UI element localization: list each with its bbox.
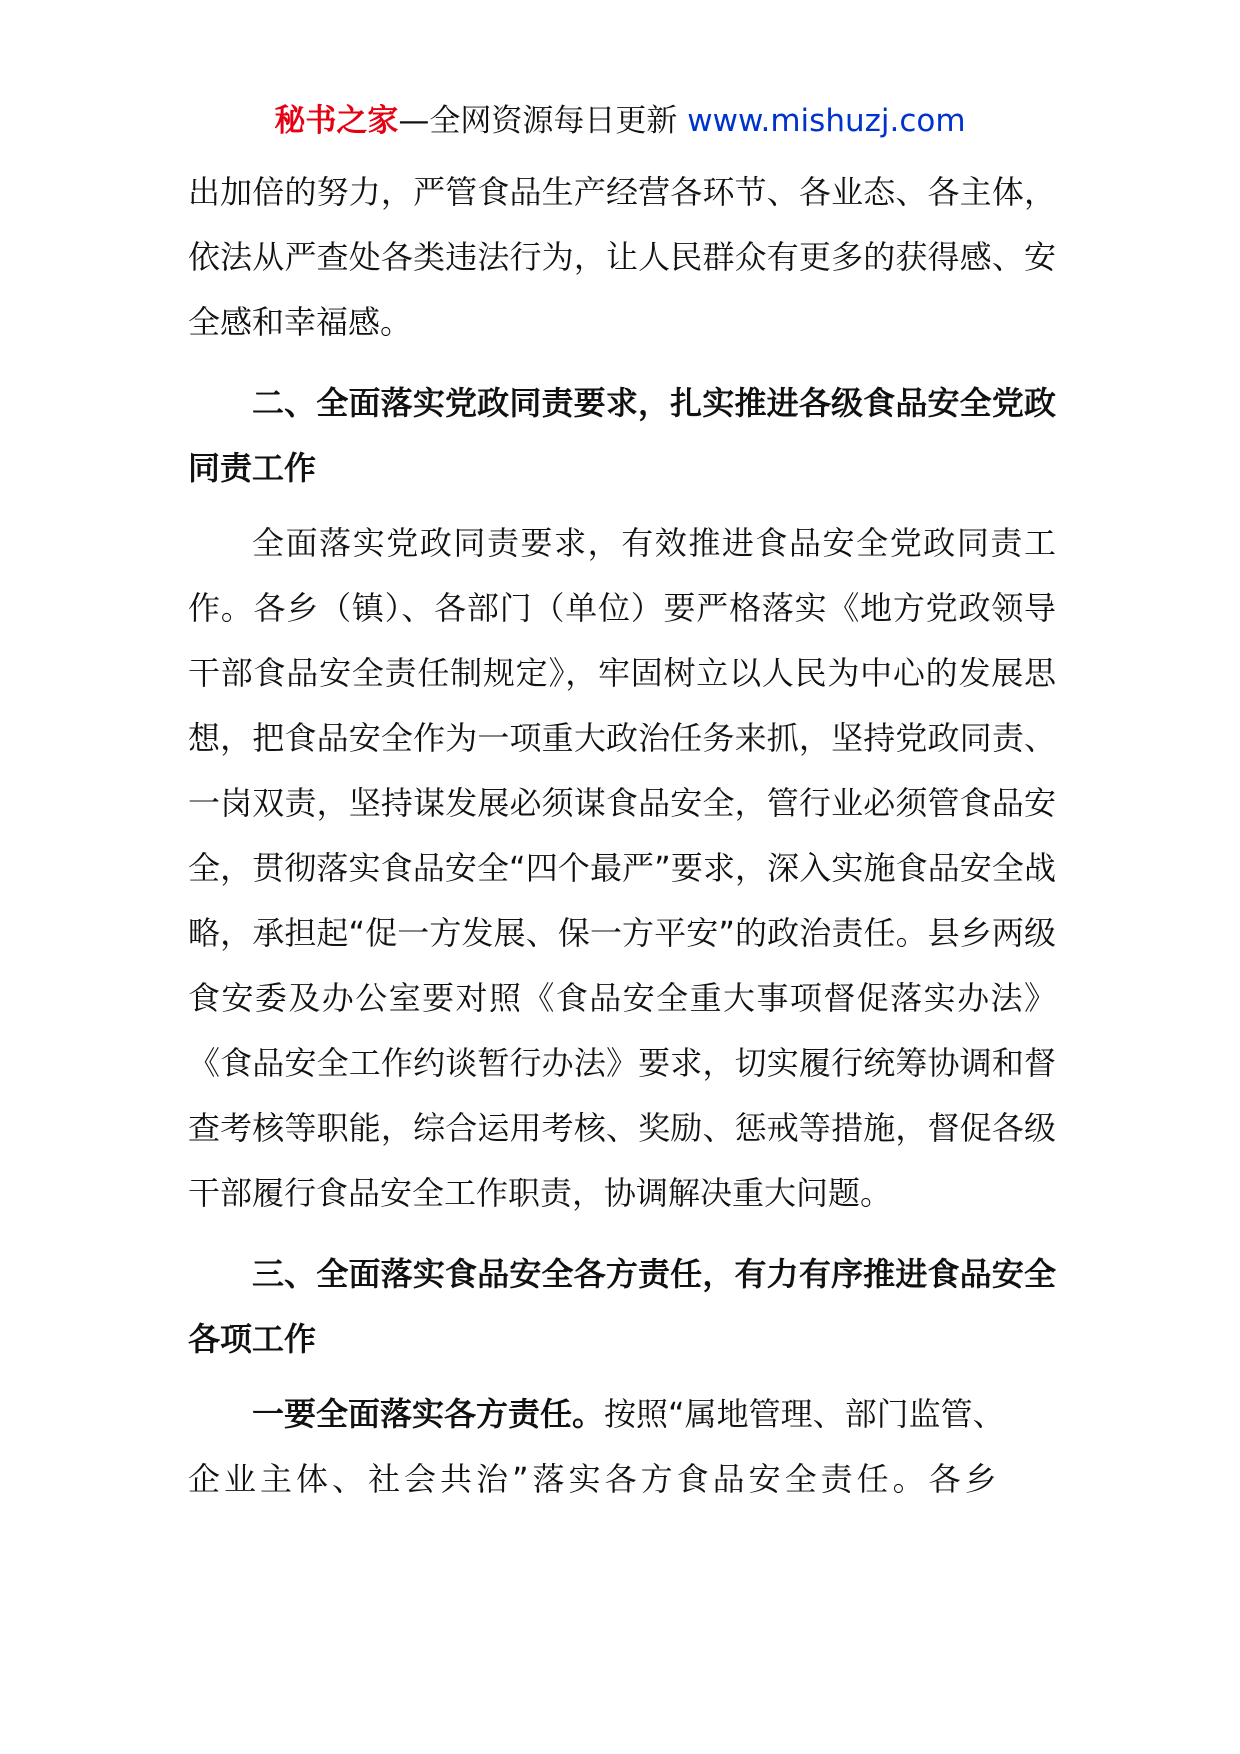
section-heading-2: 二、全面落实党政同责要求，扎实推进各级食品安全党政同责工作: [188, 384, 1056, 487]
brand-name: 秘书之家: [274, 103, 399, 139]
paragraph-lead: 一要全面落实各方责任。: [252, 1395, 605, 1433]
website-url[interactable]: www.mishuzj.com: [687, 103, 966, 139]
paragraph-section-3: [188, 1382, 1056, 1447]
section-heading-3: 三、全面落实食品安全各方责任，有力有序推进食品安全各项工作: [188, 1255, 1056, 1358]
paragraph-continued: 出加倍的努力，严管食品生产经营各环节、各业态、各主体，依法从严查处各类违法行为，让人民群众有更多的获得感、安全感和幸福感。: [188, 173, 1056, 341]
header-tagline: —全网资源每日更新: [398, 103, 688, 139]
paragraph-text: 按照“属地管理、部门监管、: [604, 1395, 1005, 1433]
page-header: [0, 98, 1240, 144]
document-body: [188, 160, 1056, 1512]
paragraph-section-2: 全面落实党政同责要求，有效推进食品安全党政同责工作。各乡（镇）、各部门（单位）要严格落实《地方党政领导干部食品安全责任制规定》，牢固树立以人民为中心的发展思想，把食品安全作为一项重大政治任务来抓，坚持党政同责、一岗双责，坚持谋发展必须谋食品安全，管行业必须管食品安全，贯彻落实食品安全“四个最严”要求，深入实施食品安全战略，承担起“促一方发展、保一方平安”的政治责任。县乡两级食安委及办公室要对照《食品安全重大事项督促落实办法》《食品安全工作约谈暂行办法》要求，切实履行统筹协调和督查考核等职能，综合运用考核、奖励、惩戒等措施，督促各级干部履行食品安全工作职责，协调解决重大问题。: [188, 524, 1056, 1212]
paragraph-section-3-line2: 企业主体、社会共治”落实各方食品安全责任。各乡: [188, 1460, 1001, 1498]
